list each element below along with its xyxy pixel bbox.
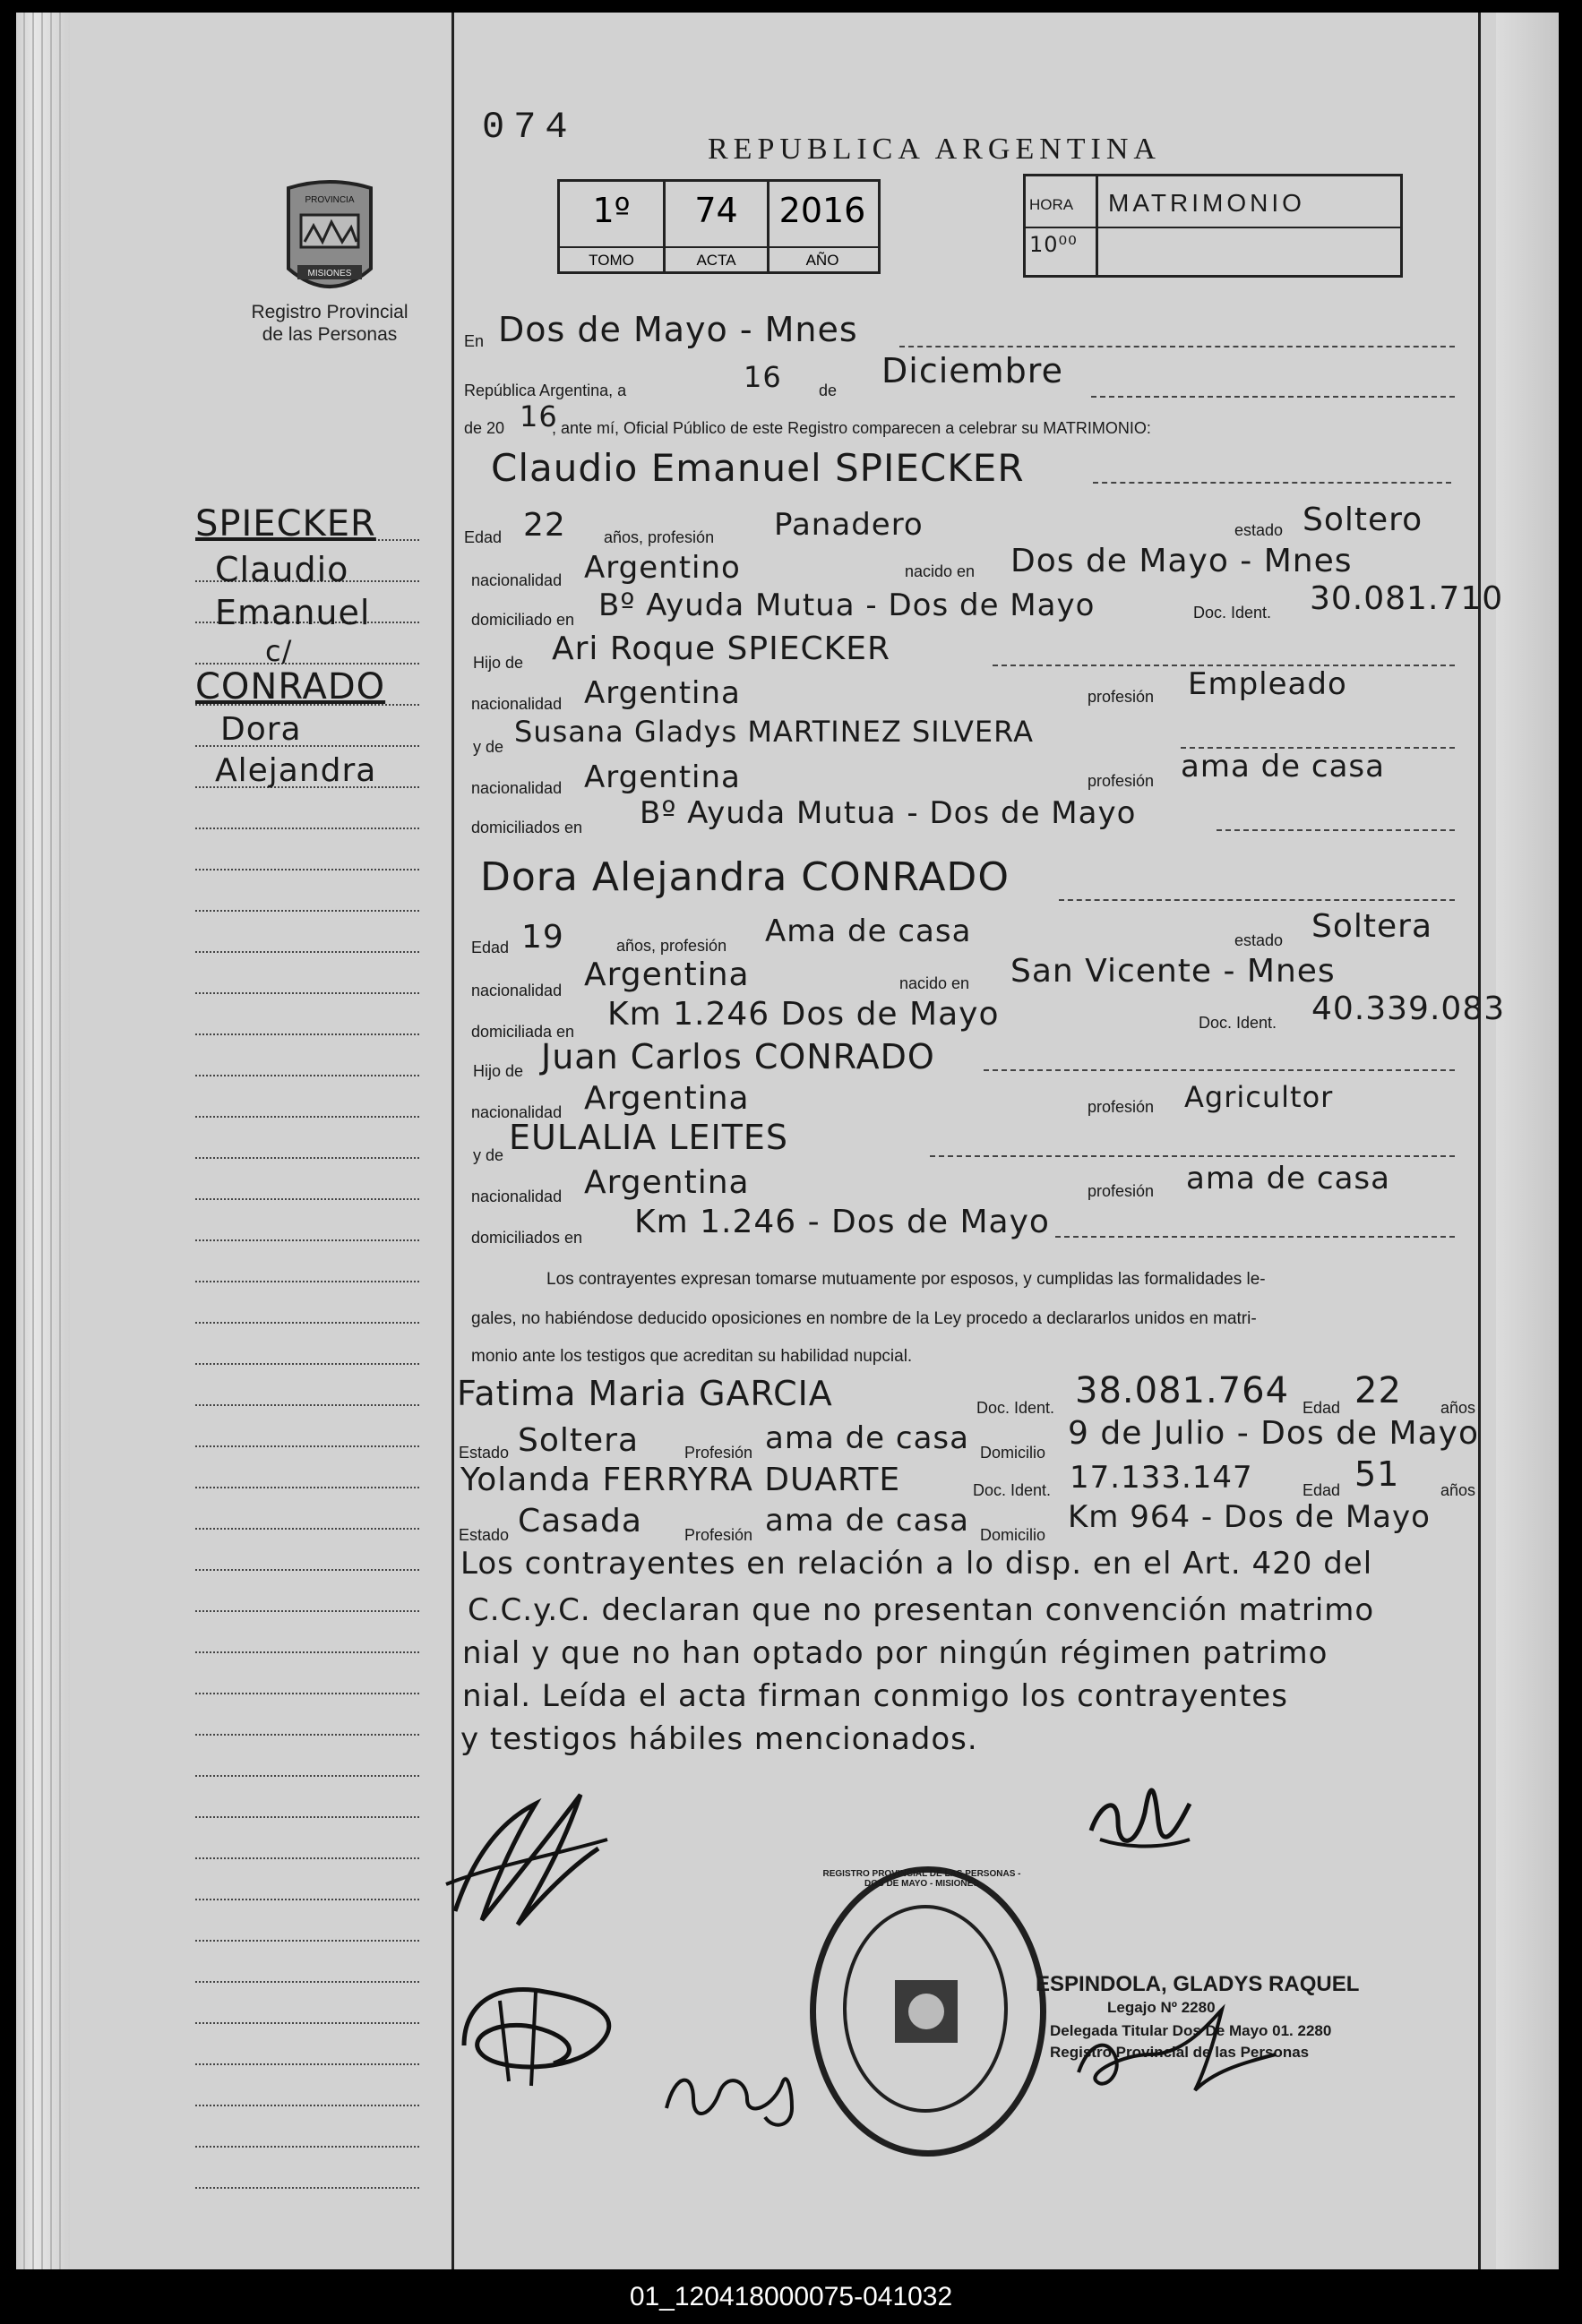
margin-rule-line bbox=[195, 1775, 419, 1777]
bride-father: Juan Carlos CONRADO bbox=[541, 1037, 935, 1076]
witness-1-signature-icon bbox=[446, 1965, 652, 2099]
groom-full-name: Claudio Emanuel SPIECKER bbox=[491, 446, 1025, 490]
margin-rule-line bbox=[195, 1281, 419, 1282]
margin-rule-line bbox=[195, 1610, 419, 1612]
bride-doc: 40.339.083 bbox=[1311, 990, 1506, 1027]
bride-parents-address: Km 1.246 - Dos de Mayo bbox=[634, 1204, 1050, 1240]
margin-rule-line bbox=[195, 869, 419, 870]
groom-signature-icon bbox=[437, 1768, 616, 1947]
seal-text: REGISTRO PROVINCIAL DE LAS PERSONAS - DOS DE MAYO - MISIONES bbox=[822, 1869, 1021, 1889]
republica-label: República Argentina, a bbox=[464, 382, 627, 399]
groom-prof-label: años, profesión bbox=[604, 528, 715, 546]
hora-label: HORA bbox=[1029, 196, 1074, 213]
margin-rule-line bbox=[195, 2022, 419, 2024]
margin-rule-line bbox=[195, 1899, 419, 1900]
witness-2-doc: 17.133.147 bbox=[1070, 1460, 1253, 1496]
groom-father-nationality: Argentina bbox=[584, 675, 741, 711]
bride-age: 19 bbox=[521, 919, 564, 956]
groom-parents-dom-label: domiciliados en bbox=[471, 819, 583, 836]
bride-dom-label: domiciliada en bbox=[471, 1023, 575, 1041]
bride-estado-label: estado bbox=[1234, 931, 1284, 949]
groom-mother-profession: ama de casa bbox=[1181, 749, 1385, 785]
groom-father-prof-label: profesión bbox=[1088, 688, 1155, 706]
tomo-value: 1º bbox=[592, 191, 631, 230]
margin-rule-line bbox=[195, 1651, 419, 1653]
groom-father-nac-label: nacionalidad bbox=[471, 695, 563, 713]
witness-2-name: Yolanda FERRYRA DUARTE bbox=[460, 1462, 901, 1498]
declaration-line-1: Los contrayentes expresan tomarse mutuamente por esposos, y cumplidas las formalidades le- bbox=[546, 1270, 1266, 1289]
bride-father-prof-label: profesión bbox=[1088, 1098, 1155, 1116]
groom-mother-label: y de bbox=[473, 738, 504, 756]
witness-1-edad-label: Edad bbox=[1303, 1399, 1341, 1417]
acta-cell bbox=[666, 182, 770, 271]
margin-rule-line bbox=[195, 1033, 419, 1035]
margin-rule-line bbox=[195, 1404, 419, 1406]
witness-2-age: 51 bbox=[1354, 1454, 1400, 1494]
witness-2-profesion-label: Profesión bbox=[684, 1526, 753, 1544]
bride-nac-label: nacionalidad bbox=[471, 982, 563, 999]
seal-emblem-icon bbox=[886, 1971, 967, 2052]
margin-rule-line bbox=[195, 951, 419, 953]
witness-1-profesion-label: Profesión bbox=[684, 1444, 753, 1462]
tomo-label: TOMO bbox=[589, 252, 634, 269]
witness-2-address: Km 964 - Dos de Mayo bbox=[1068, 1499, 1431, 1535]
margin-rule-line bbox=[195, 1363, 419, 1365]
bride-father-profession: Agricultor bbox=[1184, 1080, 1334, 1114]
bride-born-label: nacido en bbox=[899, 974, 970, 992]
witness-1-anios-label: años bbox=[1440, 1399, 1476, 1417]
note-line-2: C.C.y.C. declaran que no presentan convención matrimo bbox=[468, 1592, 1375, 1628]
groom-mother: Susana Gladys MARTINEZ SILVERA bbox=[514, 715, 1034, 749]
anio-label: AÑO bbox=[805, 252, 839, 269]
groom-estado-label: estado bbox=[1234, 521, 1284, 539]
scan-id: 01_120418000075-041032 bbox=[629, 2282, 953, 2311]
svg-text:MISIONES: MISIONES bbox=[307, 269, 352, 279]
groom-father-label: Hijo de bbox=[473, 654, 524, 672]
groom-mother-nac-label: nacionalidad bbox=[471, 779, 563, 797]
year-label: de 20 bbox=[464, 419, 505, 437]
bride-estado: Soltera bbox=[1311, 908, 1433, 945]
margin-rule-line bbox=[195, 1487, 419, 1488]
margin-rule-line bbox=[195, 1569, 419, 1571]
groom-parents-address: Bº Ayuda Mutua - Dos de Mayo bbox=[640, 795, 1137, 831]
official-title: Delegada Titular Dos De Mayo 01. 2280 bbox=[1050, 2022, 1332, 2039]
witness-2-signature-icon bbox=[658, 2045, 810, 2135]
official-registry: Registro Provincial de las Personas bbox=[1050, 2044, 1310, 2061]
bride-mother-profession: ama de casa bbox=[1186, 1161, 1390, 1196]
bride-mother: EULALIA LEITES bbox=[509, 1118, 789, 1157]
right-page-edge bbox=[1496, 13, 1559, 2269]
hora-value: 10⁰⁰ bbox=[1029, 232, 1078, 257]
witness-1-profession: ama de casa bbox=[765, 1420, 969, 1456]
bride-full-name: Dora Alejandra CONRADO bbox=[480, 854, 1010, 900]
witness-1-name: Fatima Maria GARCIA bbox=[457, 1374, 833, 1413]
registry-name bbox=[222, 301, 437, 346]
bride-prof-label: años, profesión bbox=[616, 937, 727, 955]
year-suffix: 16 bbox=[520, 399, 558, 433]
margin-rule-line bbox=[195, 2105, 419, 2106]
witness-2-estado: Casada bbox=[518, 1503, 642, 1539]
bride-doc-label: Doc. Ident. bbox=[1199, 1014, 1277, 1032]
groom-estado: Soltero bbox=[1303, 502, 1423, 538]
witness-2-profession: ama de casa bbox=[765, 1503, 969, 1539]
groom-doc: 30.081.710 bbox=[1310, 580, 1504, 617]
intro-text: , ante mí, Oficial Público de este Registro comparecen a celebrar su MATRIMONIO: bbox=[552, 419, 1151, 437]
registry-page bbox=[16, 13, 1559, 2269]
margin-rule-line bbox=[195, 2063, 419, 2065]
witness-1-doc: 38.081.764 bbox=[1075, 1370, 1290, 1411]
groom-nationality: Argentino bbox=[584, 550, 741, 586]
bride-nationality: Argentina bbox=[584, 956, 750, 993]
groom-age: 22 bbox=[523, 507, 566, 544]
margin-rule-line bbox=[195, 1816, 419, 1818]
margin-rule-line bbox=[195, 1322, 419, 1324]
margin-rule-line bbox=[195, 992, 419, 994]
margin-rule-line bbox=[195, 1981, 419, 1983]
groom-father-profession: Empleado bbox=[1188, 666, 1347, 702]
margin-rule-line bbox=[195, 1157, 419, 1159]
bride-mother-nationality: Argentina bbox=[584, 1164, 750, 1201]
bride-profession: Ama de casa bbox=[765, 913, 972, 949]
record-box bbox=[557, 179, 881, 274]
margin-rule-line bbox=[195, 1940, 419, 1942]
margin-rule-line bbox=[195, 1075, 419, 1076]
act-type-box bbox=[1023, 174, 1403, 278]
page-edges bbox=[16, 13, 70, 2269]
groom-dom-label: domiciliado en bbox=[471, 611, 575, 629]
margin-rule-line bbox=[195, 663, 419, 665]
bride-parents-dom-label: domiciliados en bbox=[471, 1229, 583, 1247]
witness-1-doc-label: Doc. Ident. bbox=[976, 1399, 1055, 1417]
groom-nac-label: nacionalidad bbox=[471, 571, 563, 589]
margin-middlename-bride: Alejandra bbox=[215, 752, 377, 789]
margin-middlename-groom: Emanuel bbox=[215, 593, 371, 632]
margin-rule-line bbox=[195, 1734, 419, 1736]
margin-rule-line bbox=[195, 1445, 419, 1447]
witness-1-age: 22 bbox=[1354, 1370, 1402, 1411]
witness-1-address: 9 de Julio - Dos de Mayo bbox=[1068, 1415, 1479, 1452]
groom-address: Bº Ayuda Mutua - Dos de Mayo bbox=[598, 587, 1096, 623]
note-line-4: nial. Leída el acta firman conmigo los contrayentes bbox=[462, 1678, 1288, 1714]
margin-surname-groom: SPIECKER bbox=[195, 503, 376, 545]
month-value: Diciembre bbox=[881, 351, 1063, 390]
margin-rule-line bbox=[195, 1198, 419, 1200]
witness-2-estado-label: Estado bbox=[459, 1526, 510, 1544]
misiones-coat-of-arms-icon bbox=[278, 179, 382, 304]
bride-father-nac-label: nacionalidad bbox=[471, 1103, 563, 1121]
anio-value: 2016 bbox=[778, 191, 866, 230]
bride-age-label: Edad bbox=[471, 939, 510, 956]
groom-doc-label: Doc. Ident. bbox=[1193, 604, 1272, 622]
official-legajo: Legajo Nº 2280 bbox=[1107, 1999, 1216, 2016]
bride-father-nationality: Argentina bbox=[584, 1080, 750, 1117]
witness-1-domicilio-label: Domicilio bbox=[980, 1444, 1046, 1462]
bride-signature-icon bbox=[1073, 1768, 1199, 1875]
groom-mother-prof-label: profesión bbox=[1088, 772, 1155, 790]
bride-mother-nac-label: nacionalidad bbox=[471, 1188, 563, 1205]
note-line-1: Los contrayentes en relación a lo disp. en el Art. 420 del bbox=[460, 1546, 1373, 1582]
margin-firstname-groom: Claudio bbox=[215, 550, 349, 589]
declaration-line-2: gales, no habiéndose deducido oposiciones en nombre de la Ley procedo a declararlos unidos en matri- bbox=[471, 1309, 1257, 1328]
registry-line-2: de las Personas bbox=[262, 324, 398, 345]
groom-born-label: nacido en bbox=[905, 562, 976, 580]
margin-firstname-bride: Dora bbox=[220, 711, 302, 748]
witness-2-anios-label: años bbox=[1440, 1481, 1476, 1499]
declaration-line-3: monio ante los testigos que acreditan su habilidad nupcial. bbox=[471, 1347, 913, 1366]
margin-surname-bride: CONRADO bbox=[195, 666, 386, 707]
groom-birthplace: Dos de Mayo - Mnes bbox=[1010, 543, 1353, 579]
margin-rule-line bbox=[195, 1239, 419, 1241]
margin-rule-line bbox=[195, 1693, 419, 1694]
groom-father: Ari Roque SPIECKER bbox=[552, 630, 890, 667]
witness-2-doc-label: Doc. Ident. bbox=[973, 1481, 1052, 1499]
en-label: En bbox=[464, 332, 485, 350]
note-line-3: nial y que no han optado por ningún régimen patrimo bbox=[462, 1635, 1328, 1671]
bride-father-label: Hijo de bbox=[473, 1062, 524, 1080]
margin-connector: c/ bbox=[265, 634, 293, 668]
note-line-5: y testigos hábiles mencionados. bbox=[460, 1721, 978, 1757]
official-name: ESPINDOLA, GLADYS RAQUEL bbox=[1036, 1972, 1360, 1996]
margin-rule-line bbox=[195, 1857, 419, 1859]
registry-line-1: Registro Provincial bbox=[251, 302, 408, 322]
bride-mother-prof-label: profesión bbox=[1088, 1182, 1155, 1200]
place-value: Dos de Mayo - Mnes bbox=[498, 310, 858, 349]
svg-text:PROVINCIA: PROVINCIA bbox=[305, 195, 355, 205]
margin-rule-line bbox=[195, 828, 419, 829]
bride-mother-label: y de bbox=[473, 1146, 504, 1164]
bride-address: Km 1.246 Dos de Mayo bbox=[607, 996, 1000, 1033]
witness-1-estado: Soltera bbox=[518, 1422, 640, 1459]
official-seal bbox=[810, 1866, 1046, 2157]
margin-rule-line bbox=[195, 2146, 419, 2148]
witness-2-edad-label: Edad bbox=[1303, 1481, 1341, 1499]
country-heading: REPUBLICA ARGENTINA bbox=[708, 133, 1161, 166]
day-value: 16 bbox=[744, 360, 782, 394]
margin-rule-line bbox=[195, 1116, 419, 1118]
bride-birthplace: San Vicente - Mnes bbox=[1010, 953, 1336, 990]
anio-cell bbox=[770, 182, 875, 271]
margin-rule-line bbox=[195, 1528, 419, 1530]
groom-profession: Panadero bbox=[774, 507, 924, 543]
right-rule bbox=[1478, 13, 1481, 2269]
witness-1-estado-label: Estado bbox=[459, 1444, 510, 1462]
official-signature-icon bbox=[1070, 2001, 1285, 2099]
page-number: 074 bbox=[482, 106, 577, 149]
groom-age-label: Edad bbox=[464, 528, 503, 546]
witness-2-domicilio-label: Domicilio bbox=[980, 1526, 1046, 1544]
acta-value: 74 bbox=[694, 191, 738, 230]
groom-mother-nationality: Argentina bbox=[584, 759, 741, 795]
de-label: de bbox=[819, 382, 838, 399]
act-type: MATRIMONIO bbox=[1108, 189, 1305, 217]
margin-rule-line bbox=[195, 2187, 419, 2189]
acta-label: ACTA bbox=[696, 252, 736, 269]
tomo-cell bbox=[560, 182, 666, 271]
margin-rule-line bbox=[195, 910, 419, 912]
